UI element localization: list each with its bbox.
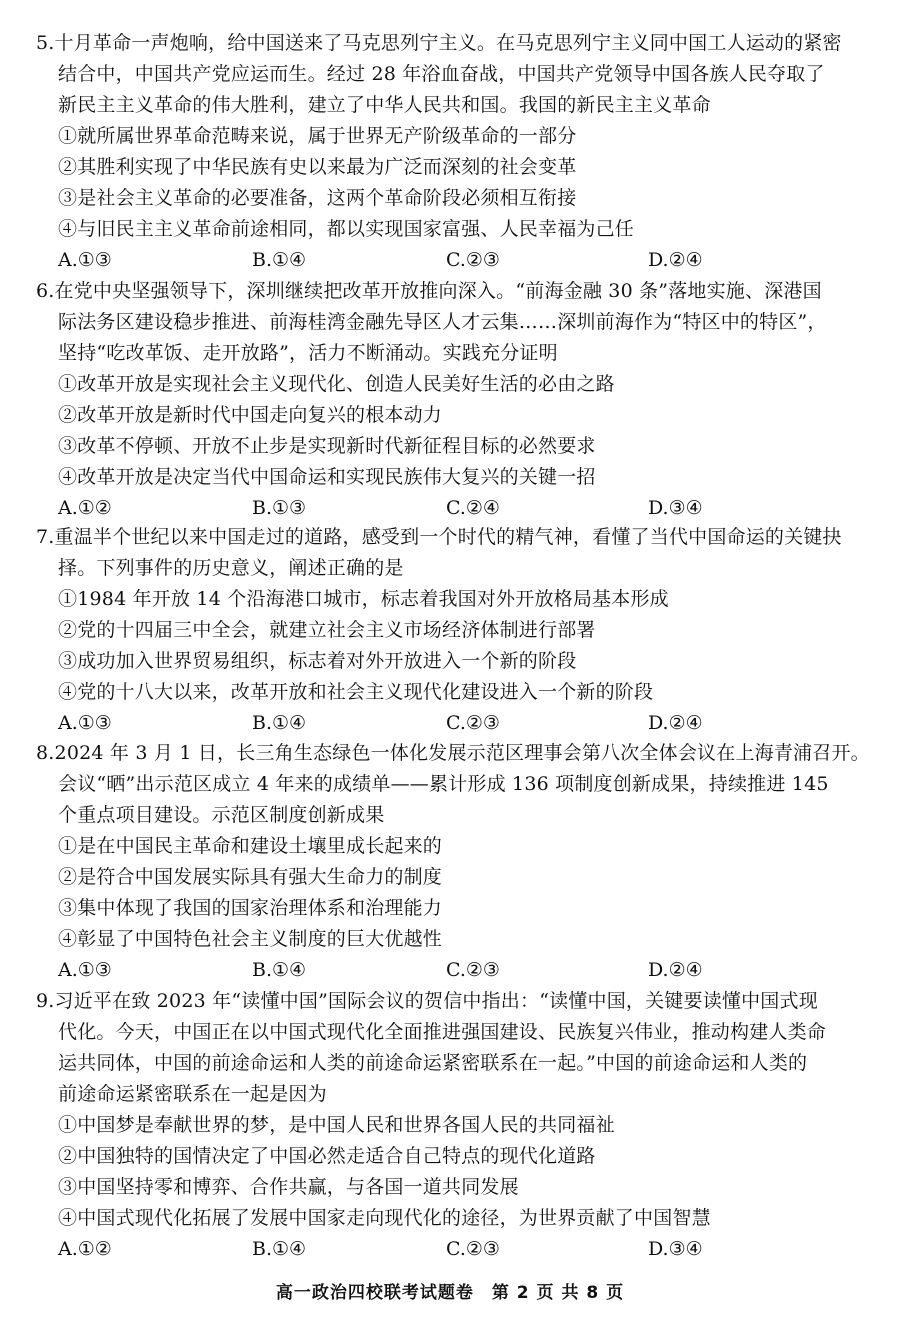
question-8-statement-3: ③集中体现了我国的国家治理体系和治理能力 <box>58 897 443 919</box>
page-footer: 高一政治四校联考试题卷 第 2 页 共 8 页 <box>275 1283 625 1303</box>
question-8-option-d: D.②④ <box>648 959 703 981</box>
question-6-stem-line-1: 6.在党中央坚强领导下，深圳继续把改革开放推向深入。“前海金融 30 条”落地实施、深港国 <box>36 280 822 302</box>
question-5-stem-line-3: 新民主主义革命的伟大胜利，建立了中华人民共和国。我国的新民主主义革命 <box>58 94 711 116</box>
question-7-option-d: D.②④ <box>648 712 703 734</box>
question-6-statement-4: ④改革开放是决定当代中国命运和实现民族伟大复兴的关键一招 <box>58 466 596 488</box>
question-5-statement-3: ③是社会主义革命的必要准备，这两个革命阶段必须相互衔接 <box>58 187 577 209</box>
question-7-option-c: C.②③ <box>446 712 500 734</box>
question-9-option-c: C.②③ <box>446 1238 500 1260</box>
question-6-option-c: C.②④ <box>446 497 500 519</box>
question-6-statement-3: ③改革不停顿、开放不止步是实现新时代新征程目标的必然要求 <box>58 435 596 457</box>
question-7-statement-3: ③成功加入世界贸易组织，标志着对外开放进入一个新的阶段 <box>58 650 577 672</box>
question-6-stem-line-3: 坚持“吃改革饭、走开放路”，活力不断涌动。实践充分证明 <box>58 342 558 364</box>
question-7-option-b: B.①④ <box>252 712 307 734</box>
question-6-option-d: D.③④ <box>648 497 703 519</box>
question-5-statement-4: ④与旧民主主义革命前途相同，都以实现国家富强、人民幸福为己任 <box>58 218 635 240</box>
question-9-option-a: A.①② <box>58 1238 112 1260</box>
question-7-stem-line-1: 7.重温半个世纪以来中国走过的道路，感受到一个时代的精气神，看懂了当代中国命运的关键抉 <box>36 526 842 548</box>
question-6-statement-2: ②改革开放是新时代中国走向复兴的根本动力 <box>58 404 443 426</box>
question-9-statement-4: ④中国式现代化拓展了发展中国家走向现代化的途径，为世界贡献了中国智慧 <box>58 1207 711 1229</box>
question-5-option-d: D.②④ <box>648 249 703 271</box>
question-5-stem-line-2: 结合中，中国共产党应运而生。经过 28 年浴血奋战，中国共产党领导中国各族人民夺取了 <box>58 63 825 85</box>
question-9-stem-line-2: 代化。今天，中国正在以中国式现代化全面推进强国建设、民族复兴伟业，推动构建人类命 <box>58 1021 827 1043</box>
question-8-stem-line-1: 8.2024 年 3 月 1 日，长三角生态绿色一体化发展示范区理事会第八次全体会议在上海青浦召开。 <box>36 742 870 764</box>
question-5-option-b: B.①④ <box>252 249 307 271</box>
question-8-option-c: C.②③ <box>446 959 500 981</box>
question-7-stem-line-2: 择。下列事件的历史意义，阐述正确的是 <box>58 557 404 579</box>
question-9-stem-line-3: 运共同体，中国的前途命运和人类的前途命运紧密联系在一起。”中国的前途命运和人类的 <box>58 1052 808 1074</box>
question-9-statement-1: ①中国梦是奉献世界的梦，是中国人民和世界各国人民的共同福祉 <box>58 1114 615 1136</box>
question-9-stem-line-1: 9.习近平在致 2023 年“读懂中国”国际会议的贺信中指出：“读懂中国，关键要读懂中国式现 <box>36 990 818 1012</box>
question-5-stem-line-1: 5.十月革命一声炮响，给中国送来了马克思列宁主义。在马克思列宁主义同中国工人运动的紧密 <box>36 32 842 54</box>
question-9-option-b: B.①④ <box>252 1238 307 1260</box>
question-8-statement-4: ④彰显了中国特色社会主义制度的巨大优越性 <box>58 928 443 950</box>
question-9-stem-line-4: 前途命运紧密联系在一起是因为 <box>58 1083 327 1105</box>
question-8-option-a: A.①③ <box>58 959 112 981</box>
question-7-statement-1: ①1984 年开放 14 个沿海港口城市，标志着我国对外开放格局基本形成 <box>58 588 669 610</box>
question-8-option-b: B.①④ <box>252 959 307 981</box>
question-7-option-a: A.①③ <box>58 712 112 734</box>
question-9-statement-3: ③中国坚持零和博弈、合作共赢，与各国一道共同发展 <box>58 1176 519 1198</box>
question-6-option-a: A.①② <box>58 497 112 519</box>
question-8-statement-1: ①是在中国民主革命和建设土壤里成长起来的 <box>58 835 443 857</box>
question-5-statement-1: ①就所属世界革命范畴来说，属于世界无产阶级革命的一部分 <box>58 125 577 147</box>
question-6-statement-1: ①改革开放是实现社会主义现代化、创造人民美好生活的必由之路 <box>58 373 615 395</box>
question-7-statement-4: ④党的十八大以来，改革开放和社会主义现代化建设进入一个新的阶段 <box>58 681 654 703</box>
question-8-stem-line-2: 会议“晒”出示范区成立 4 年来的成绩单——累计形成 136 项制度创新成果，持续推进 145 <box>58 773 829 795</box>
question-6-option-b: B.①③ <box>252 497 307 519</box>
question-5-option-c: C.②③ <box>446 249 500 271</box>
question-8-stem-line-3: 个重点项目建设。示范区制度创新成果 <box>58 804 385 826</box>
question-9-option-d: D.③④ <box>648 1238 703 1260</box>
question-9-statement-2: ②中国独特的国情决定了中国必然走适合自己特点的现代化道路 <box>58 1145 596 1167</box>
question-8-statement-2: ②是符合中国发展实际具有强大生命力的制度 <box>58 866 443 888</box>
question-5-statement-2: ②其胜利实现了中华民族有史以来最为广泛而深刻的社会变革 <box>58 156 577 178</box>
question-7-statement-2: ②党的十四届三中全会，就建立社会主义市场经济体制进行部署 <box>58 619 596 641</box>
question-6-stem-line-2: 际法务区建设稳步推进、前海桂湾金融先导区人才云集……深圳前海作为“特区中的特区”， <box>58 311 827 333</box>
question-5-option-a: A.①③ <box>58 249 112 271</box>
